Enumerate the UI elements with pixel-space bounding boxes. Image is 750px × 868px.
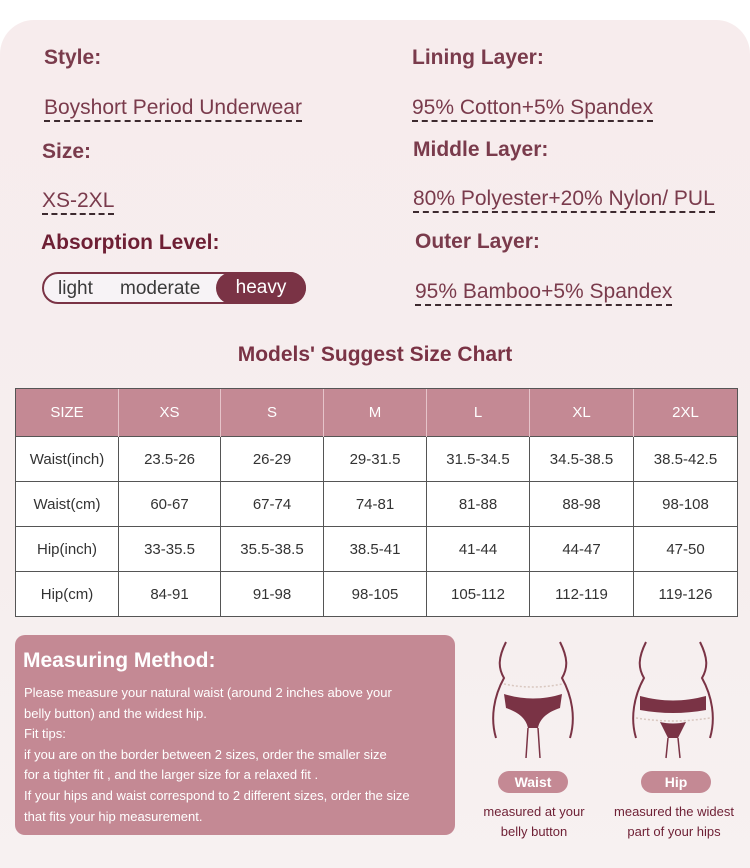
table-cell: 23.5-26 bbox=[119, 437, 221, 482]
hip-tag: Hip bbox=[641, 771, 711, 793]
size-value: XS-2XL bbox=[42, 190, 114, 215]
table-cell: 26-29 bbox=[221, 437, 324, 482]
header-2xl: 2XL bbox=[634, 389, 738, 437]
method-line: Please measure your natural waist (around 2 inches above your bbox=[24, 685, 392, 700]
table-cell: 38.5-41 bbox=[324, 527, 427, 572]
hip-caption bbox=[604, 802, 744, 842]
method-line: belly button) and the widest hip. bbox=[24, 705, 207, 721]
style-value: Boyshort Period Underwear bbox=[44, 97, 302, 122]
absorption-option-heavy-selected: heavy bbox=[216, 272, 306, 304]
size-chart-table bbox=[15, 388, 738, 617]
header-xl: XL bbox=[530, 389, 634, 437]
table-cell: 67-74 bbox=[221, 482, 324, 527]
table-cell: 29-31.5 bbox=[324, 437, 427, 482]
outer-layer-label: Outer Layer: bbox=[415, 230, 540, 253]
hip-measurement-illustration-icon bbox=[628, 638, 718, 760]
size-label: Size: bbox=[42, 140, 92, 163]
header-xs: XS bbox=[119, 389, 221, 437]
header-m: M bbox=[324, 389, 427, 437]
table-row bbox=[16, 482, 738, 527]
middle-layer-value: 80% Polyester+20% Nylon/ PUL bbox=[413, 188, 715, 213]
method-line: that fits your hip measurement. bbox=[24, 808, 203, 824]
method-line: if you are on the border between 2 sizes, order the smaller size bbox=[24, 746, 387, 762]
waist-measurement-illustration-icon bbox=[488, 638, 578, 760]
row-label: Hip(cm) bbox=[16, 572, 119, 617]
table-cell: 47-50 bbox=[634, 527, 738, 572]
absorption-level-selector bbox=[42, 272, 306, 304]
table-cell: 88-98 bbox=[530, 482, 634, 527]
table-cell: 74-81 bbox=[324, 482, 427, 527]
lining-layer-value: 95% Cotton+5% Spandex bbox=[412, 97, 653, 122]
waist-caption bbox=[474, 802, 594, 842]
waist-caption-line-1: measured at your bbox=[483, 804, 585, 819]
table-cell: 35.5-38.5 bbox=[221, 527, 324, 572]
table-cell: 44-47 bbox=[530, 527, 634, 572]
style-label: Style: bbox=[44, 46, 102, 69]
row-label: Waist(inch) bbox=[16, 437, 119, 482]
table-cell: 98-108 bbox=[634, 482, 738, 527]
measuring-method-box bbox=[15, 635, 455, 835]
table-header-row bbox=[16, 389, 738, 437]
table-row bbox=[16, 527, 738, 572]
table-cell: 98-105 bbox=[324, 572, 427, 617]
table-cell: 84-91 bbox=[119, 572, 221, 617]
measuring-method-text bbox=[24, 683, 444, 827]
row-label: Hip(inch) bbox=[16, 527, 119, 572]
waist-tag: Waist bbox=[498, 771, 568, 793]
method-line: for a tighter fit , and the larger size for a relaxed fit . bbox=[24, 767, 319, 783]
table-cell: 60-67 bbox=[119, 482, 221, 527]
header-s: S bbox=[221, 389, 324, 437]
table-cell: 41-44 bbox=[427, 527, 530, 572]
lining-layer-label: Lining Layer: bbox=[412, 46, 544, 69]
row-label: Waist(cm) bbox=[16, 482, 119, 527]
method-line: Fit tips: bbox=[24, 726, 66, 742]
header-l: L bbox=[427, 389, 530, 437]
header-size: SIZE bbox=[16, 389, 119, 437]
table-cell: 38.5-42.5 bbox=[634, 437, 738, 482]
table-cell: 91-98 bbox=[221, 572, 324, 617]
hip-caption-line-1: measured the widest bbox=[614, 804, 734, 819]
middle-layer-label: Middle Layer: bbox=[413, 138, 549, 161]
table-cell: 33-35.5 bbox=[119, 527, 221, 572]
table-cell: 112-119 bbox=[530, 572, 634, 617]
table-row bbox=[16, 437, 738, 482]
method-line: If your hips and waist correspond to 2 different sizes, order the size bbox=[24, 787, 410, 803]
table-cell: 105-112 bbox=[427, 572, 530, 617]
absorption-label: Absorption Level: bbox=[41, 231, 220, 254]
outer-layer-value: 95% Bamboo+5% Spandex bbox=[415, 281, 672, 306]
measuring-method-title: Measuring Method: bbox=[23, 649, 216, 672]
absorption-option-light: light bbox=[58, 278, 93, 299]
table-cell: 119-126 bbox=[634, 572, 738, 617]
size-chart-title: Models' Suggest Size Chart bbox=[237, 343, 513, 366]
table-cell: 81-88 bbox=[427, 482, 530, 527]
table-cell: 31.5-34.5 bbox=[427, 437, 530, 482]
hip-caption-line-2: part of your hips bbox=[627, 824, 721, 839]
table-cell: 34.5-38.5 bbox=[530, 437, 634, 482]
table-row bbox=[16, 572, 738, 617]
absorption-option-moderate: moderate bbox=[120, 278, 201, 299]
waist-caption-line-2: belly button bbox=[500, 824, 568, 839]
